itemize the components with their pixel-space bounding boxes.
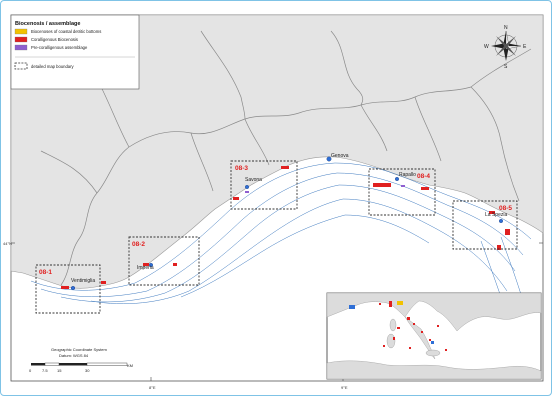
map-canvas [1, 1, 551, 395]
city-marker-ventimiglia [71, 286, 75, 290]
legend [11, 15, 139, 89]
legend-label-pre-coralligenous: Pre-coralligenous assemblage [31, 45, 88, 50]
city-marker-la-spezia [499, 219, 503, 223]
crs-line-2: Datum: WGS 84 [59, 353, 89, 358]
compass-n: N [504, 25, 508, 31]
legend-label-detritic: Biocenoses of coastal detritic bottoms [31, 29, 102, 34]
inset-map [327, 293, 541, 379]
legend-label-coralligenous: Coralligenous Biocenosis [31, 37, 79, 42]
detail-box-label-3: 08-3 [235, 165, 249, 172]
place-label-savona: Savona [245, 177, 262, 183]
detail-box-label-5: 08-5 [499, 205, 513, 212]
lat-label: 44°N [3, 241, 12, 246]
place-label-rapallo: Rapallo [399, 172, 416, 178]
detail-box-label-4: 08-4 [417, 173, 431, 180]
scale-tick-1: 7.5 [42, 368, 48, 373]
crs-line-1: Geographic Coordinate System [51, 347, 107, 352]
compass-e: E [523, 44, 527, 50]
city-marker-savona [245, 185, 249, 189]
detail-box-label-2: 08-2 [132, 241, 146, 248]
place-label-ventimiglia: Ventimiglia [71, 278, 96, 284]
compass-s: S [504, 64, 508, 70]
lon-label-2: 9°E [341, 385, 348, 390]
scale-unit: KM [127, 363, 133, 368]
scale-tick-2: 15 [57, 368, 62, 373]
compass-w: W [484, 44, 489, 50]
scale-tick-3: 30 [85, 368, 90, 373]
place-label-la-spezia: La Spezia [485, 212, 508, 218]
legend-swatch-coralligenous [15, 37, 27, 42]
detail-box-label-1: 08-1 [39, 269, 53, 276]
legend-swatch-detritic [15, 29, 27, 34]
place-label-genova: Genova [331, 153, 349, 159]
lon-label-1: 8°E [149, 385, 156, 390]
scale-tick-0: 0 [29, 368, 32, 373]
legend-swatch-pre-coralligenous [15, 45, 27, 50]
legend-title: Biocenosis / assemblage [15, 21, 81, 27]
place-label-imperia: Imperia [137, 265, 154, 271]
legend-label-boundary: detailed map boundary [31, 64, 74, 69]
